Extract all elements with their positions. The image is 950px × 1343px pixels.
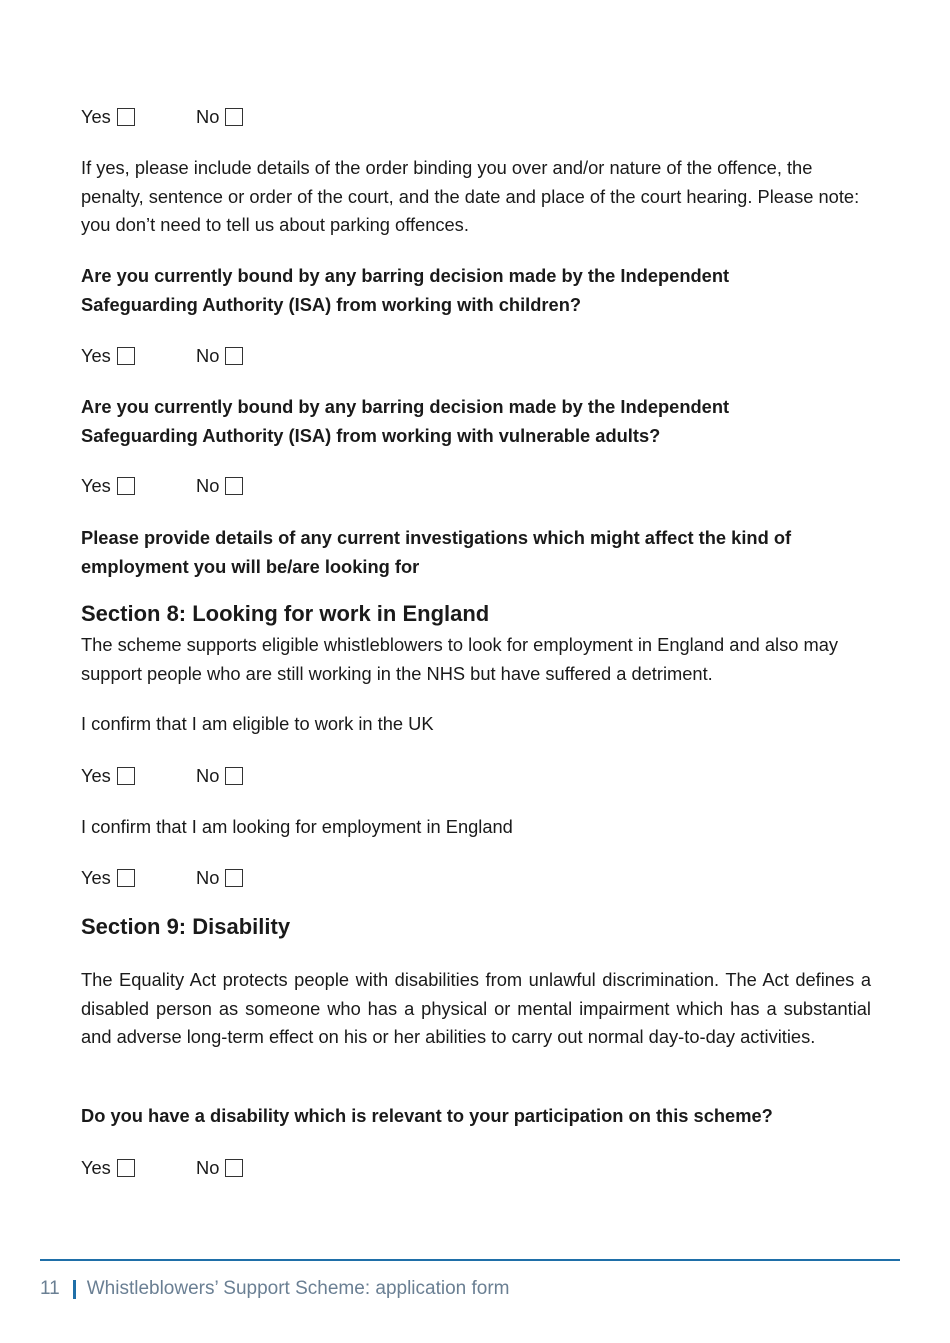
option-no-label: No (196, 1157, 220, 1178)
no-checkbox[interactable] (225, 347, 243, 365)
confirm-eligible-uk: I confirm that I am eligible to work in the UK (81, 713, 434, 734)
yes-checkbox[interactable] (117, 477, 135, 495)
page-footer (40, 1276, 510, 1302)
option-yes-label: Yes (81, 765, 111, 786)
page-number: 11 (40, 1278, 60, 1299)
question-disability: Do you have a disability which is relevant to your participation on this scheme? (81, 1105, 773, 1126)
option-no[interactable] (196, 1156, 243, 1180)
question-current-investigations: Please provide details of any current investigations which might affect the kind of employment you will be/are looking for (81, 527, 792, 577)
no-checkbox[interactable] (225, 108, 243, 126)
document-title: Whistleblowers’ Support Scheme: application form (86, 1278, 510, 1299)
footer-separator (73, 1280, 76, 1299)
no-checkbox[interactable] (225, 1159, 243, 1177)
option-yes[interactable] (81, 344, 135, 368)
option-no[interactable] (196, 344, 243, 368)
no-checkbox[interactable] (225, 869, 243, 887)
option-yes[interactable] (81, 474, 135, 498)
yes-checkbox[interactable] (117, 108, 135, 126)
section-8-intro: The scheme supports eligible whistleblowers to look for employment in England and also may support people who are still working in the NHS but have suffered a detriment. (81, 634, 839, 684)
option-no[interactable] (196, 866, 243, 890)
option-yes-label: Yes (81, 475, 111, 496)
option-yes[interactable] (81, 764, 135, 788)
question-isa-vulnerable-adults: Are you currently bound by any barring decision made by the Independent Safeguarding Authority (ISA) from working with vulnerable adults? (81, 396, 730, 446)
option-yes-label: Yes (81, 106, 111, 127)
option-yes[interactable] (81, 866, 135, 890)
yes-checkbox[interactable] (117, 1159, 135, 1177)
footer-divider (40, 1259, 900, 1261)
option-yes-label: Yes (81, 345, 111, 366)
option-no-label: No (196, 475, 220, 496)
section-9-intro: The Equality Act protects people with disabilities from unlawful discrimination. The Act defines a disabled person as someone who has a physical or mental impairment which has a substantial and adverse long-term effect on his or her abilities to carry out normal day-to-day activities. (81, 969, 871, 1048)
yes-checkbox[interactable] (117, 869, 135, 887)
no-checkbox[interactable] (225, 477, 243, 495)
option-no-label: No (196, 765, 220, 786)
option-no[interactable] (196, 105, 243, 129)
option-no-label: No (196, 867, 220, 888)
option-yes-label: Yes (81, 1157, 111, 1178)
yes-checkbox[interactable] (117, 347, 135, 365)
yes-checkbox[interactable] (117, 767, 135, 785)
option-no[interactable] (196, 764, 243, 788)
section-8-heading: Section 8: Looking for work in England (81, 601, 490, 626)
confirm-looking-england: I confirm that I am looking for employment in England (81, 816, 513, 837)
option-no[interactable] (196, 474, 243, 498)
option-yes[interactable] (81, 1156, 135, 1180)
offence-details-instructions: If yes, please include details of the order binding you over and/or nature of the offence, the penalty, sentence or order of the court, and the date and place of the court hearing. Please note: you don’t need to tell us about parking offences. (81, 157, 860, 236)
option-yes[interactable] (81, 105, 135, 129)
question-isa-children: Are you currently bound by any barring decision made by the Independent Safeguarding Authority (ISA) from working with children? (81, 265, 730, 315)
option-no-label: No (196, 106, 220, 127)
option-yes-label: Yes (81, 867, 111, 888)
section-9-heading: Section 9: Disability (81, 914, 291, 939)
no-checkbox[interactable] (225, 767, 243, 785)
option-no-label: No (196, 345, 220, 366)
